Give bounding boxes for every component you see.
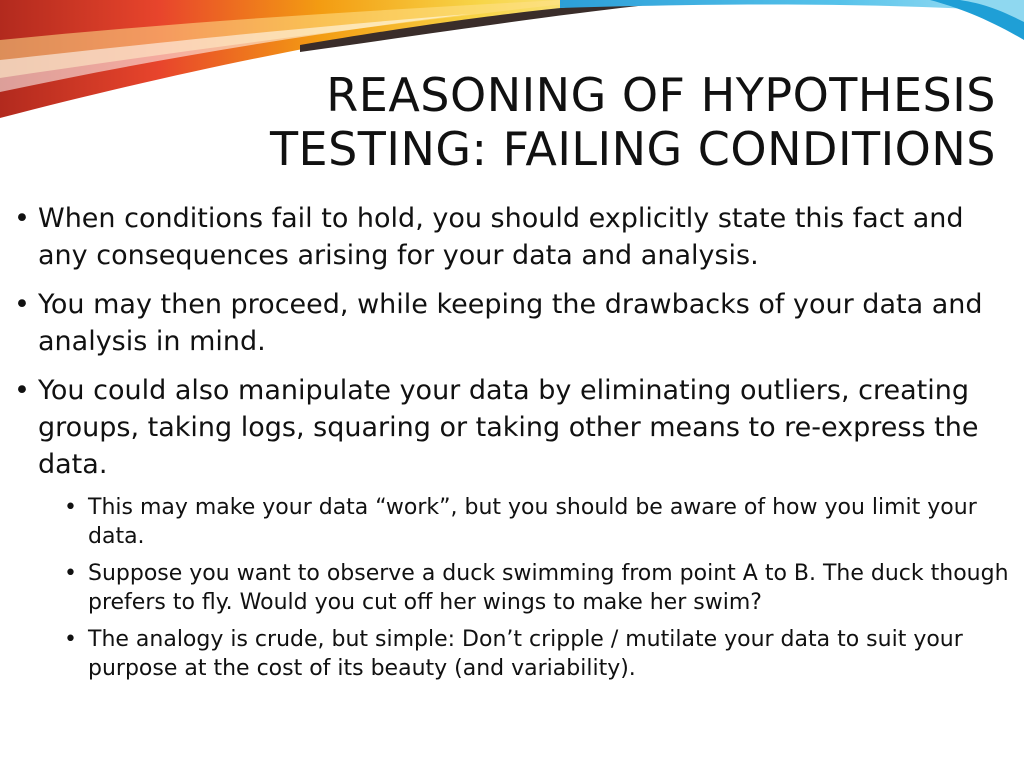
sub-bullet-marker: • — [64, 627, 77, 652]
sub-bullet-marker: • — [64, 495, 77, 520]
sub-bullet-list — [62, 493, 1012, 683]
sub-bullet-item — [62, 625, 1012, 683]
bullet-marker: • — [14, 289, 30, 320]
slide-body — [12, 200, 1012, 695]
slide-title — [96, 68, 996, 176]
sub-bullet-marker: • — [64, 561, 77, 586]
bullet-marker: • — [14, 203, 30, 234]
slide-title-line-1: REASONING OF HYPOTHESIS — [326, 68, 996, 122]
sub-bullet-text: Suppose you want to observe a duck swimming from point A to B. The duck though prefers to fly. Would you cut off her wings to make her swim? — [88, 561, 1009, 615]
sub-bullet-text: The analogy is crude, but simple: Don’t cripple / mutilate your data to suit your purpose at the cost of its beauty (and variability). — [88, 627, 963, 681]
bullet-list — [12, 200, 1012, 683]
bullet-text: You may then proceed, while keeping the drawbacks of your data and analysis in mind. — [38, 289, 983, 357]
bullet-item — [12, 286, 1012, 360]
slide-title-line-2: TESTING: FAILING CONDITIONS — [269, 122, 996, 176]
bullet-text: You could also manipulate your data by eliminating outliers, creating groups, taking logs, squaring or taking other means to re-express the data. — [38, 375, 979, 480]
sub-bullet-text: This may make your data “work”, but you should be aware of how you limit your data. — [88, 495, 977, 549]
bullet-item — [12, 200, 1012, 274]
sub-bullet-item — [62, 559, 1012, 617]
sub-bullet-item — [62, 493, 1012, 551]
bullet-item — [12, 372, 1012, 683]
bullet-marker: • — [14, 375, 30, 406]
bullet-text: When conditions fail to hold, you should explicitly state this fact and any consequences arising for your data and analysis. — [38, 203, 964, 271]
